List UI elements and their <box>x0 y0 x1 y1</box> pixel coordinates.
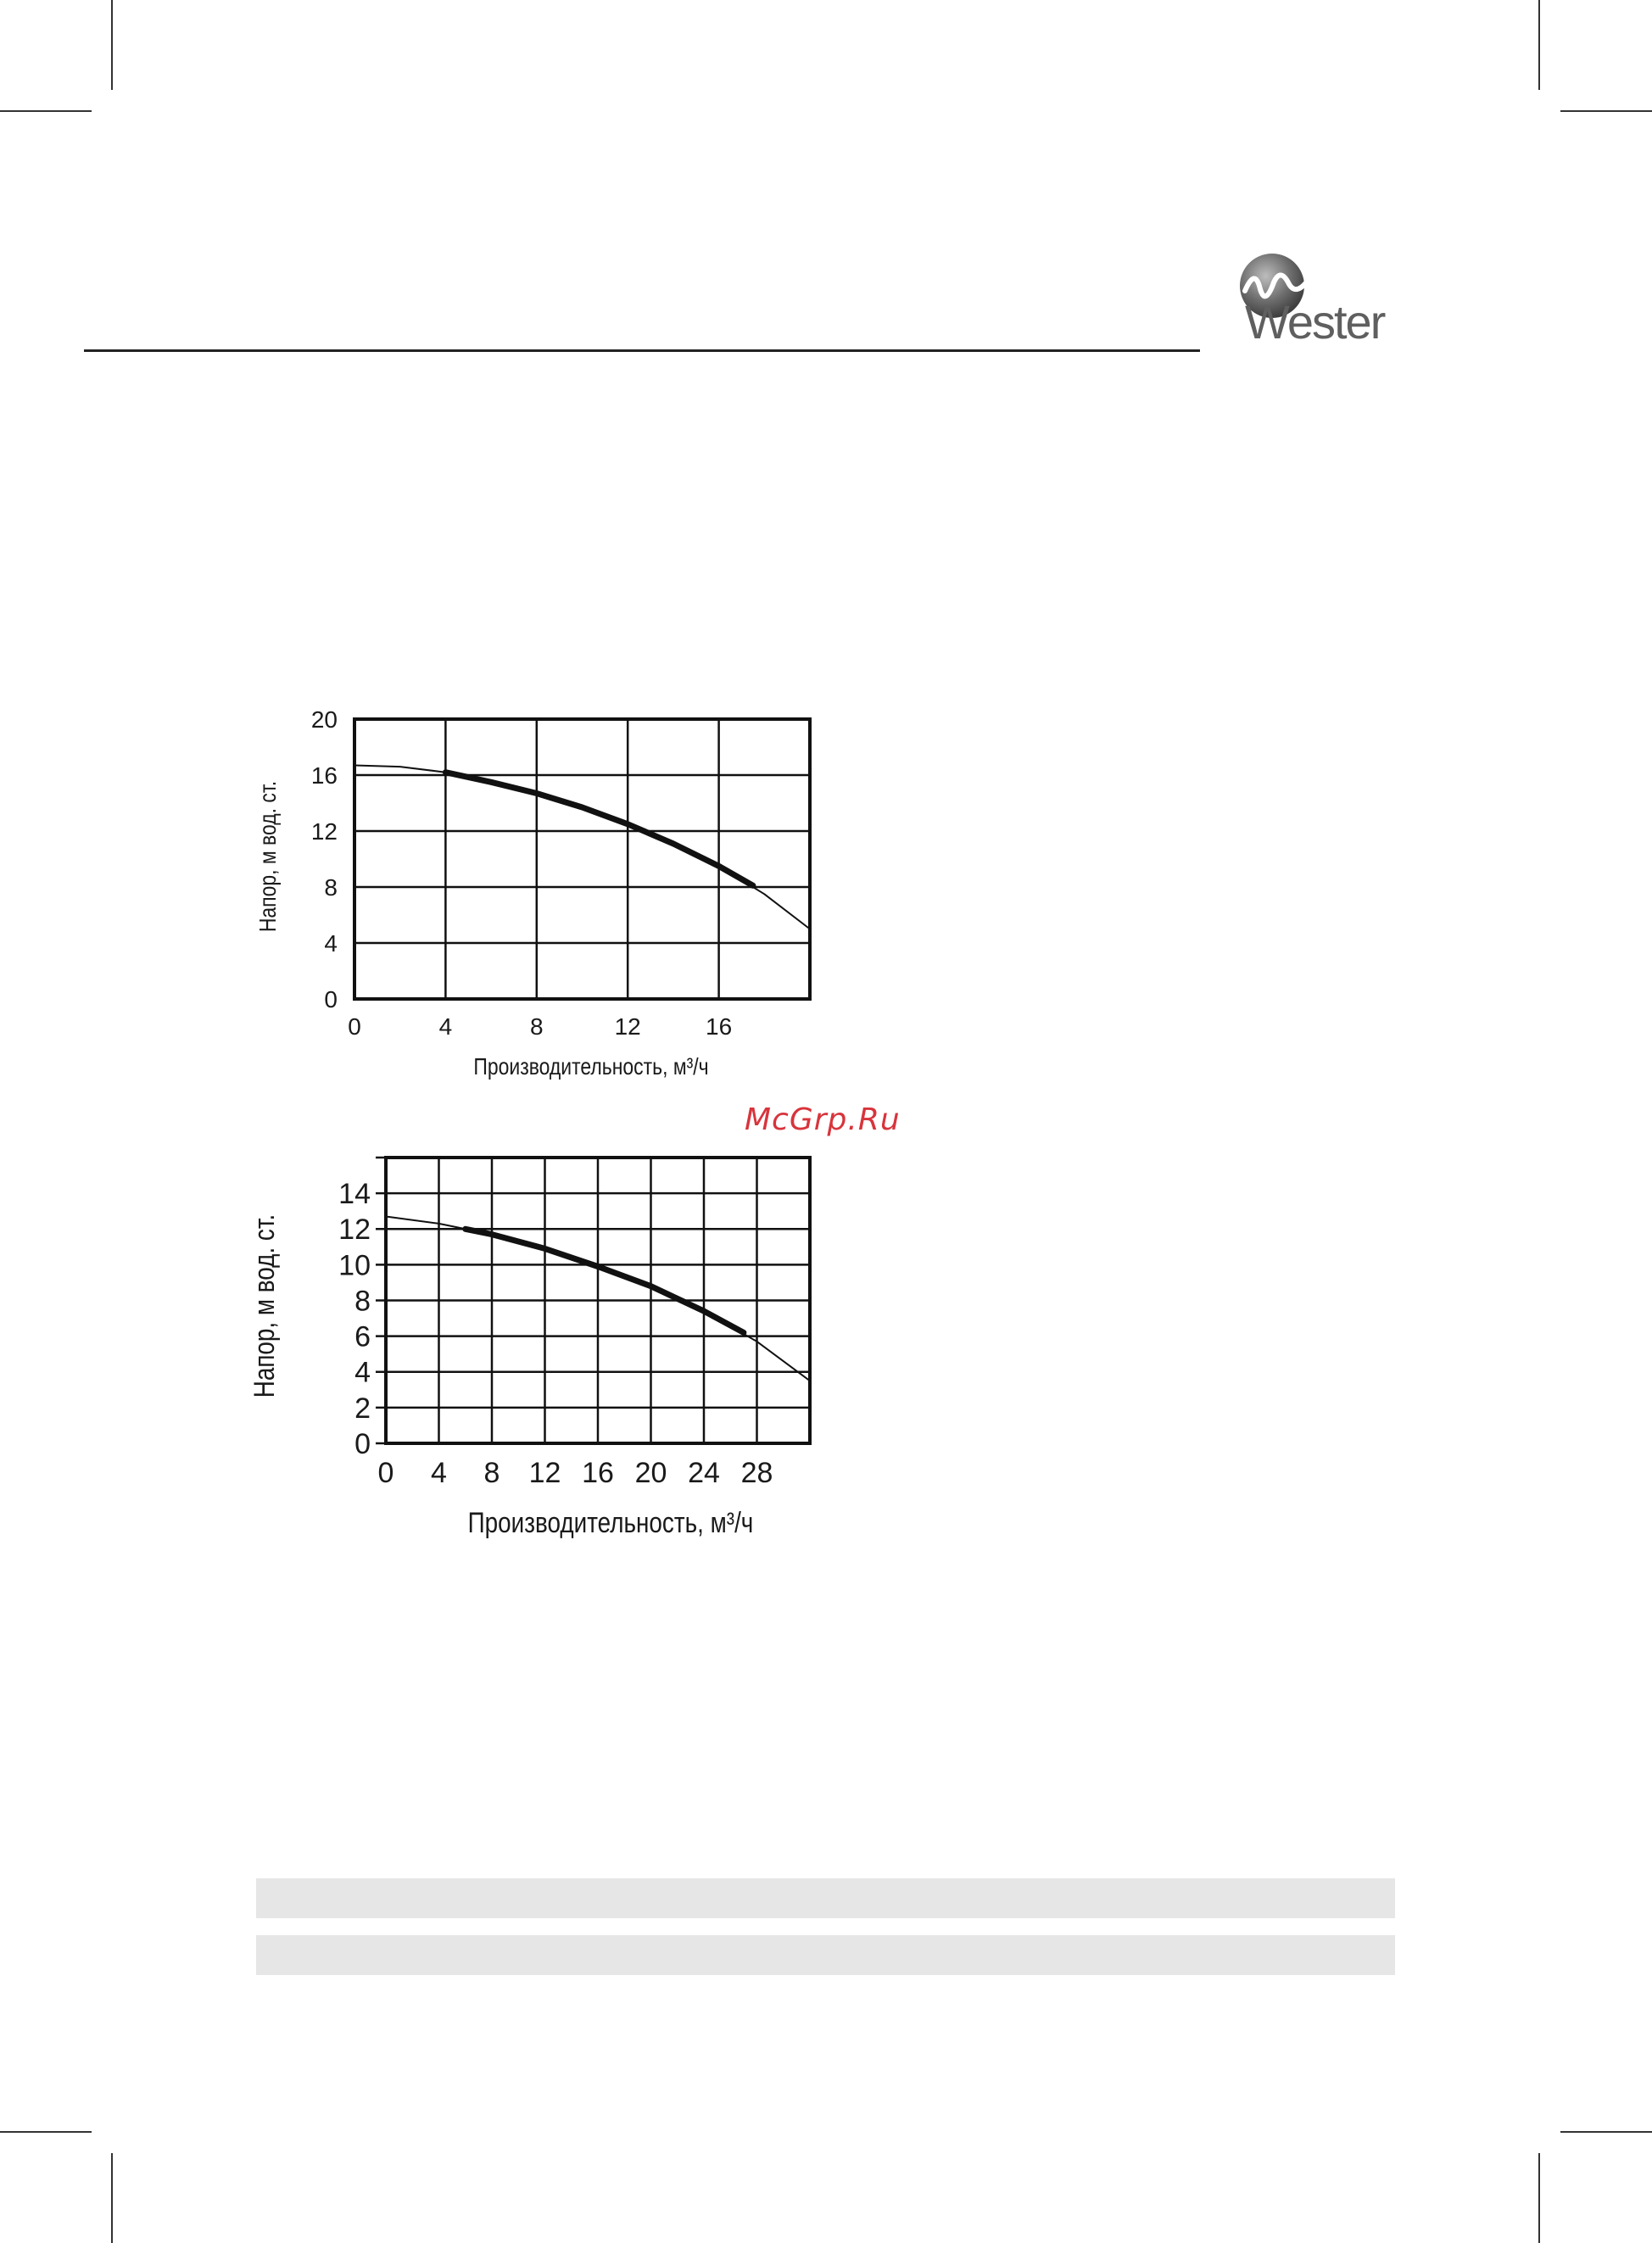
y-tick-label: 8 <box>324 873 338 901</box>
y-tick-label: 12 <box>310 817 338 845</box>
x-tick-label: 24 <box>688 1457 720 1489</box>
x-tick-label: 4 <box>431 1457 447 1489</box>
y-tick-label: 4 <box>324 929 338 957</box>
y-tick-label: 12 <box>338 1214 371 1247</box>
x-axis-label: Производительность, м³/ч <box>473 1053 709 1080</box>
x-tick-label: 28 <box>740 1457 773 1489</box>
y-tick-label: 14 <box>338 1178 371 1211</box>
table-row-bar <box>256 1935 1395 1975</box>
x-axis-label: Производительность, м³/ч <box>467 1506 754 1539</box>
x-tick-label: 0 <box>348 1013 361 1040</box>
y-tick-label: 8 <box>354 1285 371 1318</box>
y-tick-label: 6 <box>354 1320 371 1353</box>
x-tick-label: 12 <box>528 1457 561 1489</box>
x-tick-label: 0 <box>377 1457 394 1489</box>
y-tick-label: 0 <box>324 985 338 1013</box>
x-tick-label: 12 <box>614 1013 641 1040</box>
y-axis-label: Напор, м вод. ст. <box>254 780 282 933</box>
series-line-bold <box>466 1229 744 1332</box>
x-tick-label: 16 <box>706 1013 733 1040</box>
x-tick-label: 8 <box>483 1457 500 1489</box>
y-tick-label: 4 <box>354 1356 371 1389</box>
y-tick-label: 20 <box>310 706 338 733</box>
y-axis-label: Напор, м вод. ст. <box>248 1214 281 1398</box>
brand-name: Wester <box>1245 295 1385 349</box>
y-tick-label: 16 <box>310 762 338 789</box>
x-tick-label: 16 <box>582 1457 614 1489</box>
x-tick-label: 20 <box>634 1457 667 1489</box>
y-tick-label: 0 <box>354 1427 371 1460</box>
x-tick-label: 8 <box>530 1013 544 1040</box>
y-tick-label: 2 <box>354 1392 371 1425</box>
x-tick-label: 4 <box>438 1013 453 1040</box>
table-row-bar <box>256 1878 1395 1918</box>
y-tick-label: 10 <box>338 1249 371 1282</box>
watermark: McGrp.Ru <box>745 1102 901 1137</box>
